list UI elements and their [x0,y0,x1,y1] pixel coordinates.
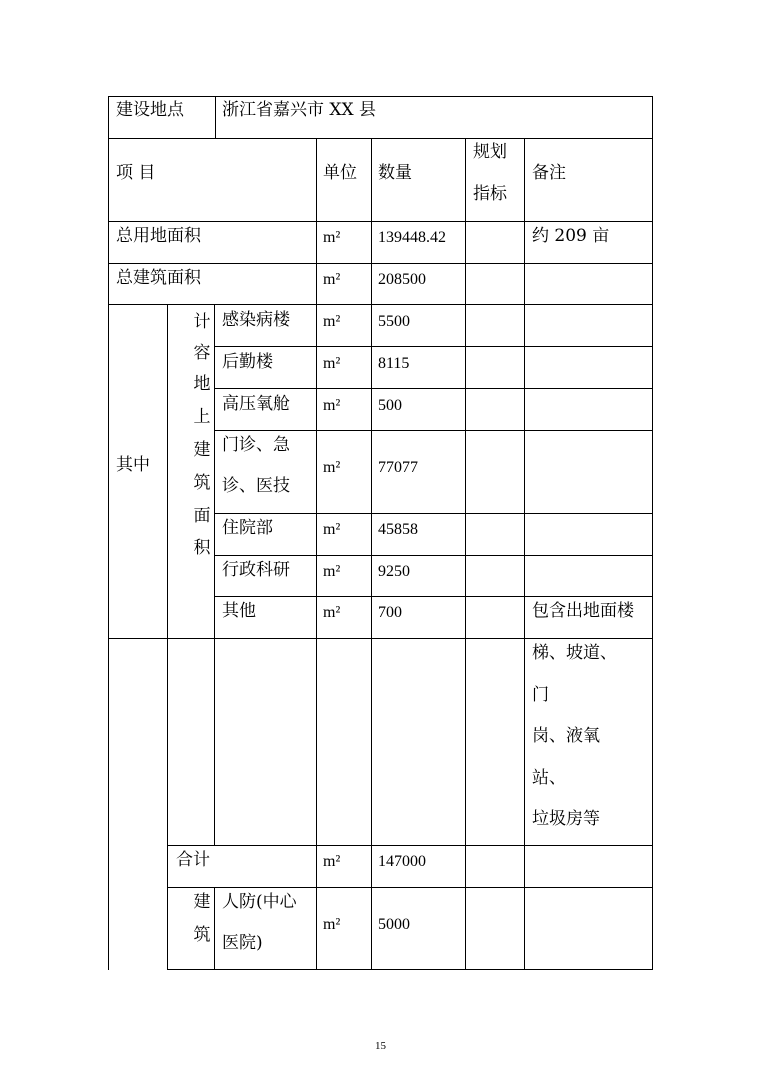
item-note-line: 门 [532,685,549,705]
item-unit: m² [323,313,341,330]
item-unit: m² [323,916,341,933]
item-name: 行政科研 [222,560,290,580]
item-qty: 77077 [378,459,418,476]
item-unit: m² [323,521,341,538]
item-note-line: 梯、坡道、 [532,643,617,663]
item-name: 后勤楼 [222,352,273,372]
rule [215,96,216,138]
header-unit: 单位 [323,163,357,183]
item-unit: m² [323,397,341,414]
item-name-line-1: 门诊、急 [222,435,290,455]
rule [316,638,317,970]
item-name: 住院部 [222,518,273,538]
rule [215,430,653,431]
header-qty: 数量 [378,163,412,183]
sub-label-char: 上 [193,407,211,427]
total-land-unit: m² [323,229,341,246]
page-number: 15 [375,1040,386,1052]
sub-label-char: 建 [193,440,211,460]
rule [167,969,653,970]
rule [316,138,317,638]
item-name: 其他 [222,601,256,621]
sub-label-char: 面 [193,506,211,526]
total-land-label: 总用地面积 [116,226,201,246]
item-name-line-2: 诊、医技 [222,476,290,496]
item-name-line-1: 人防(中心 [222,892,297,912]
header-note: 备注 [532,163,566,183]
total-land-qty: 139448.42 [378,229,446,246]
item-qty: 9250 [378,563,410,580]
rule [371,138,372,638]
rule [652,96,653,970]
subtotal-qty: 147000 [378,853,426,870]
rule [465,138,466,638]
item-qty: 8115 [378,355,410,372]
rule [167,845,653,846]
rule [524,638,525,970]
total-build-unit: m² [323,271,341,288]
item-unit: m² [323,563,341,580]
item-note-line: 岗、液氧 [532,726,600,746]
item-note-line: 垃圾房等 [532,809,600,829]
rule [108,638,653,639]
item-note-line: 包含出地面楼 [532,601,634,621]
side-label-char: 筑 [193,925,211,945]
item-qty: 45858 [378,521,418,538]
rule [108,221,653,222]
rule [524,138,525,638]
location-value: 浙江省嘉兴市 XX 县 [222,100,377,120]
header-item: 项 目 [116,163,156,183]
rule [108,96,109,970]
subtotal-unit: m² [323,853,341,870]
rule [108,96,653,97]
header-plan-1: 规划 [473,142,507,162]
item-qty: 500 [378,397,402,414]
item-unit: m² [323,459,341,476]
rule [215,596,653,597]
rule [214,304,215,638]
sub-label-char: 容 [193,343,211,363]
subtotal-label: 合计 [176,850,210,870]
rule [108,304,653,305]
rule [214,887,215,969]
rule [108,263,653,264]
header-plan-2: 指标 [473,184,507,204]
item-qty: 5500 [378,313,410,330]
item-note-line: 站、 [532,768,566,788]
total-build-label: 总建筑面积 [116,268,201,288]
sub-label-char: 计 [193,312,211,332]
rule [215,388,653,389]
total-build-qty: 208500 [378,271,426,288]
location-label: 建设地点 [116,100,184,120]
item-qty: 700 [378,604,402,621]
rule [108,138,653,139]
rule [167,887,653,888]
rule [465,638,466,970]
item-qty: 5000 [378,916,410,933]
item-unit: m² [323,604,341,621]
sub-label-char: 地 [193,374,211,394]
rule [214,638,215,845]
item-name-line-2: 医院) [222,933,263,953]
side-label-char: 建 [193,892,211,912]
sub-label-char: 积 [193,538,211,558]
sub-label-char: 筑 [193,473,211,493]
rule [167,304,168,970]
item-name: 高压氧舱 [222,394,290,414]
rule [215,555,653,556]
group-label: 其中 [116,455,150,475]
rule [371,638,372,970]
rule [215,346,653,347]
item-unit: m² [323,355,341,372]
item-name: 感染病楼 [222,310,290,330]
total-land-note: 约 209 亩 [532,226,610,246]
rule [215,513,653,514]
